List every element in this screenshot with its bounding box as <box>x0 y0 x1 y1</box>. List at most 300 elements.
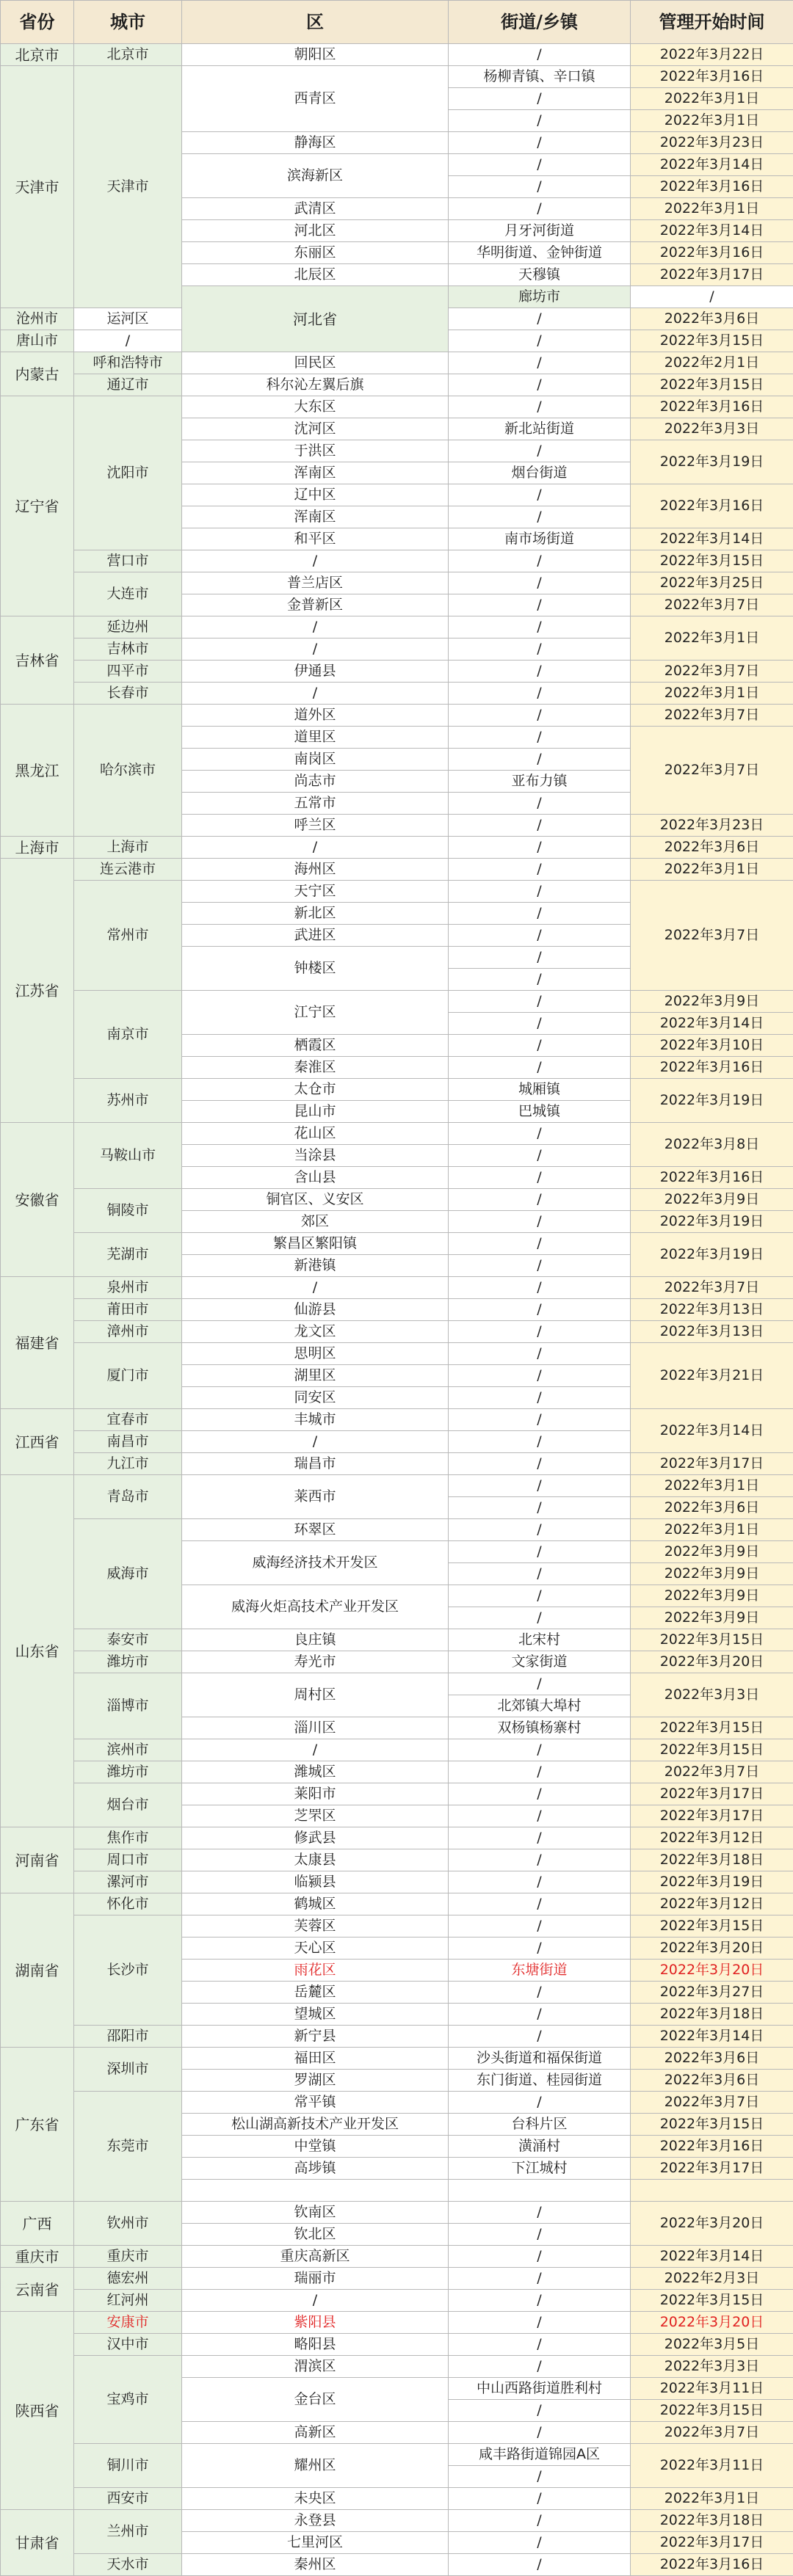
table-cell: 科尔沁左翼后旗 <box>182 374 449 396</box>
table-cell: 天津市 <box>1 66 74 308</box>
table-cell: / <box>449 2422 631 2444</box>
table-cell: / <box>449 1211 631 1233</box>
table-cell: / <box>449 1915 631 1938</box>
table-row <box>1 1651 793 1673</box>
table-cell: 2022年3月23日 <box>631 815 793 837</box>
table-cell: / <box>449 1431 631 1453</box>
table-cell: 繁昌区繁阳镇 <box>182 1233 449 1255</box>
table-cell: 2022年3月8日 <box>631 1123 793 1167</box>
table-cell: 南京市 <box>74 991 182 1079</box>
table-cell: 2022年3月16日 <box>631 176 793 198</box>
table-cell: 西青区 <box>182 66 449 132</box>
table-cell: 道里区 <box>182 727 449 749</box>
table-cell: 2022年3月17日 <box>631 2158 793 2180</box>
table-cell: / <box>449 1938 631 1960</box>
table-cell: 北辰区 <box>182 264 449 286</box>
table-cell: 鹤城区 <box>182 1893 449 1915</box>
table-cell: 高埗镇 <box>182 2158 449 2180</box>
table-cell: 临颍县 <box>182 1871 449 1893</box>
table-cell: / <box>449 1453 631 1475</box>
table-cell: 2022年3月15日 <box>631 2400 793 2422</box>
table-row <box>1 2268 793 2290</box>
table-cell: / <box>449 550 631 572</box>
table-cell: / <box>449 1849 631 1871</box>
table-cell: 2022年3月7日 <box>631 1761 793 1783</box>
table-cell: 杨柳青镇、辛口镇 <box>449 66 631 88</box>
table-cell: 2022年3月16日 <box>631 2554 793 2576</box>
table-cell: 淄川区 <box>182 1717 449 1739</box>
table-cell: 2022年3月6日 <box>631 308 793 330</box>
table-row <box>1 2290 793 2312</box>
table-cell: 红河州 <box>74 2290 182 2312</box>
table-cell: 内蒙古 <box>1 352 74 396</box>
table-cell: 天津市 <box>74 66 182 308</box>
table-cell: 潍坊市 <box>74 1761 182 1783</box>
table-cell: 五常市 <box>182 793 449 815</box>
table-cell: 紫阳县 <box>182 2312 449 2334</box>
table-cell: 2022年3月18日 <box>631 2004 793 2026</box>
table-cell: 四平市 <box>74 661 182 683</box>
table-cell: 2022年3月25日 <box>631 572 793 594</box>
table-cell: / <box>449 1805 631 1827</box>
table-cell: 2022年3月9日 <box>631 1541 793 1563</box>
table-cell: 常州市 <box>74 881 182 991</box>
table-cell: 西安市 <box>74 2488 182 2510</box>
table-cell: 2022年3月7日 <box>631 727 793 815</box>
table-cell: 2022年3月14日 <box>631 2026 793 2048</box>
table-cell: 滨海新区 <box>182 154 449 198</box>
table-cell: / <box>449 2026 631 2048</box>
table-cell: 南岗区 <box>182 749 449 771</box>
table-cell: 华明街道、金钟街道 <box>449 242 631 264</box>
table-row <box>1 1299 793 1321</box>
table-cell: 德宏州 <box>74 2268 182 2290</box>
table-cell: 东塘街道 <box>449 1960 631 1982</box>
table-cell: 南市场街道 <box>449 528 631 550</box>
table-cell: 2022年3月1日 <box>631 616 793 661</box>
table-cell: / <box>449 1233 631 1255</box>
table-cell: 铜川市 <box>74 2444 182 2488</box>
table-cell: 天穆镇 <box>449 264 631 286</box>
table-row <box>1 1673 793 1695</box>
table-cell: 2022年3月17日 <box>631 1783 793 1805</box>
table-cell: / <box>449 683 631 705</box>
table-cell: 吉林省 <box>1 616 74 705</box>
table-cell: / <box>449 2510 631 2532</box>
table-row <box>1 1321 793 1343</box>
table-cell: 2022年3月12日 <box>631 1827 793 1849</box>
table-cell: 同安区 <box>182 1387 449 1409</box>
table-cell: 2022年3月22日 <box>631 44 793 66</box>
table-row <box>1 2092 793 2114</box>
table-cell: / <box>449 2224 631 2246</box>
table-cell: 咸丰路街道锦园A区 <box>449 2444 631 2466</box>
table-cell: / <box>449 176 631 198</box>
table-cell: / <box>449 154 631 176</box>
table-cell: 广西 <box>1 2202 74 2246</box>
table-cell: / <box>449 374 631 396</box>
table-row <box>1 881 793 903</box>
table-cell: / <box>449 1277 631 1299</box>
table-cell: 湖里区 <box>182 1365 449 1387</box>
table-cell: 静海区 <box>182 132 449 154</box>
table-cell: 2022年3月1日 <box>631 110 793 132</box>
table-cell: 2022年3月6日 <box>631 2048 793 2070</box>
table-cell: 2022年3月6日 <box>631 1497 793 1519</box>
table-cell: / <box>449 110 631 132</box>
table-cell: 2022年3月15日 <box>631 374 793 396</box>
table-cell: 仙游县 <box>182 1299 449 1321</box>
table-cell: 新北站街道 <box>449 418 631 440</box>
table-cell: 延边州 <box>74 616 182 638</box>
table-row <box>1 1079 793 1101</box>
table-cell: 金普新区 <box>182 594 449 616</box>
table-cell: 秦州区 <box>182 2554 449 2576</box>
table-cell: 2022年3月6日 <box>631 837 793 859</box>
table-cell: / <box>449 2246 631 2268</box>
table-cell: / <box>449 1519 631 1541</box>
table-cell: / <box>449 1982 631 2004</box>
table-cell: 青岛市 <box>74 1475 182 1519</box>
table-cell: / <box>449 925 631 947</box>
table-cell: 怀化市 <box>74 1893 182 1915</box>
table-cell: 中山西路街道胜利村 <box>449 2378 631 2400</box>
table-cell: 2022年3月1日 <box>631 88 793 110</box>
table-cell: 芜湖市 <box>74 1233 182 1277</box>
table-cell: 2022年2月3日 <box>631 2268 793 2290</box>
table-cell: 天水市 <box>74 2554 182 2576</box>
table-cell: / <box>449 132 631 154</box>
table-cell: 唐山市 <box>1 330 74 352</box>
table-cell: 2022年3月1日 <box>631 683 793 705</box>
table-row <box>1 1761 793 1783</box>
table-cell: 威海火炬高技术产业开发区 <box>182 1585 449 1629</box>
table-cell: / <box>449 969 631 991</box>
table-cell: / <box>449 2334 631 2356</box>
table-cell: / <box>449 2356 631 2378</box>
table-cell: 威海市 <box>74 1519 182 1629</box>
table-row <box>1 1849 793 1871</box>
table-cell: 邵阳市 <box>74 2026 182 2048</box>
table-row <box>1 2444 793 2466</box>
table-row <box>1 2334 793 2356</box>
table-cell: / <box>449 616 631 638</box>
table-cell: / <box>449 484 631 506</box>
table-cell: 2022年3月16日 <box>631 396 793 418</box>
table-cell: 2022年3月17日 <box>631 1453 793 1475</box>
table-cell: 江西省 <box>1 1409 74 1475</box>
table-cell: / <box>449 396 631 418</box>
table-cell: 黑龙江 <box>1 705 74 837</box>
table-cell: 上海市 <box>1 837 74 859</box>
header-street-town: 街道/乡镇 <box>449 1 631 44</box>
table-cell: 呼兰区 <box>182 815 449 837</box>
table-cell: 修武县 <box>182 1827 449 1849</box>
table-row <box>1 572 793 594</box>
table-cell: / <box>449 1673 631 1695</box>
table-cell: 通辽市 <box>74 374 182 396</box>
table-cell: 当涂县 <box>182 1145 449 1167</box>
table-cell: / <box>449 1585 631 1607</box>
table-cell: / <box>182 638 449 661</box>
table-cell: 亚布力镇 <box>449 771 631 793</box>
table-cell: 武清区 <box>182 198 449 220</box>
table-cell: / <box>449 1871 631 1893</box>
table-cell: 昆山市 <box>182 1101 449 1123</box>
table-cell <box>631 2180 793 2202</box>
table-cell: / <box>449 859 631 881</box>
table-cell: / <box>449 1167 631 1189</box>
table-cell: 九江市 <box>74 1453 182 1475</box>
table-row <box>1 396 793 418</box>
table-cell: 2022年3月10日 <box>631 1035 793 1057</box>
table-cell: / <box>182 837 449 859</box>
table-row <box>1 1475 793 1497</box>
table-cell: 莆田市 <box>74 1299 182 1321</box>
table-cell: 北宋村 <box>449 1629 631 1651</box>
table-cell: 2022年3月7日 <box>631 1277 793 1299</box>
table-cell: 东丽区 <box>182 242 449 264</box>
table-cell: 2022年3月15日 <box>631 1629 793 1651</box>
table-cell: / <box>449 1035 631 1057</box>
table-cell: 太康县 <box>182 1849 449 1871</box>
table-cell: 莱西市 <box>182 1475 449 1519</box>
table-cell: 新宁县 <box>182 2026 449 2048</box>
header-start-date: 管理开始时间 <box>631 1 793 44</box>
table-cell: 2022年3月14日 <box>631 528 793 550</box>
table-cell: / <box>449 1563 631 1585</box>
table-cell: 2022年3月1日 <box>631 1475 793 1497</box>
table-cell: 2022年3月17日 <box>631 264 793 286</box>
table-cell: 威海经济技术开发区 <box>182 1541 449 1585</box>
table-cell: 于洪区 <box>182 440 449 462</box>
table-cell: 瑞昌市 <box>182 1453 449 1475</box>
table-cell: 2022年3月20日 <box>631 2202 793 2246</box>
table-cell: 2022年3月18日 <box>631 2510 793 2532</box>
table-cell: 沈河区 <box>182 418 449 440</box>
table-cell: / <box>449 2488 631 2510</box>
table-cell: 烟台街道 <box>449 462 631 484</box>
table-cell: 含山县 <box>182 1167 449 1189</box>
table-cell: / <box>182 1431 449 1453</box>
table-cell: 2022年3月14日 <box>631 2246 793 2268</box>
table-cell: 重庆高新区 <box>182 2246 449 2268</box>
table-cell: 2022年3月19日 <box>631 1233 793 1277</box>
table-cell: 新北区 <box>182 903 449 925</box>
table-cell: 罗湖区 <box>182 2070 449 2092</box>
table-cell: 运河区 <box>74 308 182 330</box>
table-cell: / <box>449 881 631 903</box>
table-cell: 2022年3月12日 <box>631 1893 793 1915</box>
table-cell: 吉林市 <box>74 638 182 661</box>
table-cell: / <box>449 705 631 727</box>
table-cell <box>182 2180 449 2202</box>
table-cell: 宜春市 <box>74 1409 182 1431</box>
table-row <box>1 1233 793 1255</box>
table-row <box>1 1277 793 1299</box>
table-row <box>1 1783 793 1805</box>
table-cell: 潍坊市 <box>74 1651 182 1673</box>
table-cell: 哈尔滨市 <box>74 705 182 837</box>
table-row <box>1 1915 793 1938</box>
table-cell: 花山区 <box>182 1123 449 1145</box>
table-cell: 2022年3月16日 <box>631 242 793 264</box>
table-cell: 河北省 <box>182 286 449 352</box>
table-row <box>1 2312 793 2334</box>
table-cell: 城厢镇 <box>449 1079 631 1101</box>
table-cell: / <box>449 1145 631 1167</box>
table-row <box>1 66 793 88</box>
table-cell: 东莞市 <box>74 2092 182 2202</box>
table-cell: 山东省 <box>1 1475 74 1827</box>
table-cell: 略阳县 <box>182 2334 449 2356</box>
table-cell: / <box>449 594 631 616</box>
table-row <box>1 991 793 1013</box>
table-cell: 马鞍山市 <box>74 1123 182 1189</box>
table-row <box>1 1827 793 1849</box>
table-cell: 双杨镇杨寨村 <box>449 1717 631 1739</box>
table-cell: 2022年3月16日 <box>631 66 793 88</box>
table-cell: 2022年3月15日 <box>631 1717 793 1739</box>
table-cell: / <box>449 947 631 969</box>
table-cell: / <box>449 2290 631 2312</box>
table-cell: 辽宁省 <box>1 396 74 616</box>
table-row <box>1 352 793 374</box>
table-cell: 沈阳市 <box>74 396 182 550</box>
header-row <box>1 1 793 44</box>
table-cell: 2022年3月16日 <box>631 2136 793 2158</box>
table-cell: 2022年3月20日 <box>631 2312 793 2334</box>
table-cell: 北郊镇大埠村 <box>449 1695 631 1717</box>
table-cell: 2022年3月9日 <box>631 1563 793 1585</box>
table-cell: 宝鸡市 <box>74 2356 182 2444</box>
table-cell: / <box>449 1783 631 1805</box>
table-cell: 2022年3月16日 <box>631 1057 793 1079</box>
table-cell: / <box>449 1607 631 1629</box>
table-cell: 潢涌村 <box>449 2136 631 2158</box>
table-row <box>1 859 793 881</box>
table-cell: 2022年3月14日 <box>631 1409 793 1453</box>
table-cell: / <box>449 661 631 683</box>
table-cell: 思明区 <box>182 1343 449 1365</box>
table-cell: 2022年3月14日 <box>631 154 793 176</box>
table-cell: 河北区 <box>182 220 449 242</box>
table-cell: 2022年3月7日 <box>631 881 793 991</box>
table-row <box>1 1871 793 1893</box>
table-cell: 月牙河街道 <box>449 220 631 242</box>
table-cell: 望城区 <box>182 2004 449 2026</box>
table-cell: 郊区 <box>182 1211 449 1233</box>
table-cell: / <box>182 1277 449 1299</box>
table-cell <box>449 2180 631 2202</box>
table-cell: / <box>182 683 449 705</box>
table-cell: 云南省 <box>1 2268 74 2312</box>
table-cell: 2022年3月20日 <box>631 1651 793 1673</box>
table-cell: 2022年3月20日 <box>631 1960 793 1982</box>
table-cell: 兰州市 <box>74 2510 182 2554</box>
table-cell: 大连市 <box>74 572 182 616</box>
table-cell: 2022年3月15日 <box>631 550 793 572</box>
table-cell: 2022年3月15日 <box>631 330 793 352</box>
table-cell: 上海市 <box>74 837 182 859</box>
table-cell: 文家街道 <box>449 1651 631 1673</box>
table-cell: 2022年3月3日 <box>631 418 793 440</box>
table-cell: 芙蓉区 <box>182 1915 449 1938</box>
table-cell: 2022年3月21日 <box>631 1343 793 1409</box>
table-cell: 龙文区 <box>182 1321 449 1343</box>
table-cell: 安康市 <box>74 2312 182 2334</box>
table-cell: 泉州市 <box>74 1277 182 1299</box>
table-row <box>1 2246 793 2268</box>
table-cell: / <box>182 2290 449 2312</box>
table-cell: 2022年3月3日 <box>631 1673 793 1717</box>
table-cell: / <box>449 198 631 220</box>
table-cell: 普兰店区 <box>182 572 449 594</box>
table-cell: 2022年3月17日 <box>631 1805 793 1827</box>
table-header <box>1 1 793 44</box>
table-cell: 渭滨区 <box>182 2356 449 2378</box>
table-cell: / <box>449 1343 631 1365</box>
table-cell: 2022年3月18日 <box>631 1849 793 1871</box>
table-cell: / <box>449 1497 631 1519</box>
table-row <box>1 1629 793 1651</box>
table-cell: / <box>449 749 631 771</box>
table-cell: / <box>449 44 631 66</box>
table-cell: / <box>449 1299 631 1321</box>
table-cell: 高新区 <box>182 2422 449 2444</box>
table-cell: 海州区 <box>182 859 449 881</box>
table-cell: 寿光市 <box>182 1651 449 1673</box>
table-cell: 2022年3月11日 <box>631 2378 793 2400</box>
table-row <box>1 44 793 66</box>
table-cell: / <box>449 1827 631 1849</box>
table-cell: 钦南区 <box>182 2202 449 2224</box>
table-cell: 烟台市 <box>74 1783 182 1827</box>
table-cell: 江苏省 <box>1 859 74 1123</box>
table-cell: / <box>449 1189 631 1211</box>
table-cell: / <box>449 991 631 1013</box>
table-cell: / <box>182 550 449 572</box>
header-district: 区 <box>182 1 449 44</box>
table-row <box>1 1519 793 1541</box>
table-cell: 漳州市 <box>74 1321 182 1343</box>
table-cell: 2022年3月15日 <box>631 2290 793 2312</box>
table-cell: 钦州市 <box>74 2202 182 2246</box>
table-cell: 巴城镇 <box>449 1101 631 1123</box>
table-cell: 河南省 <box>1 1827 74 1893</box>
table-row <box>1 705 793 727</box>
table-cell: 汉中市 <box>74 2334 182 2356</box>
table-cell: 周口市 <box>74 1849 182 1871</box>
table-cell: 铜官区、义安区 <box>182 1189 449 1211</box>
table-cell: 滨州市 <box>74 1739 182 1761</box>
table-cell: / <box>449 1255 631 1277</box>
table-cell: 东门街道、桂园街道 <box>449 2070 631 2092</box>
table-cell: 2022年3月1日 <box>631 198 793 220</box>
table-cell: 2022年3月5日 <box>631 2334 793 2356</box>
table-cell: 泰安市 <box>74 1629 182 1651</box>
table-cell: / <box>449 1123 631 1145</box>
table-cell: 环翠区 <box>182 1519 449 1541</box>
table-cell: 沙头街道和福保街道 <box>449 2048 631 2070</box>
table-cell: 呼和浩特市 <box>74 352 182 374</box>
table-cell: / <box>449 2268 631 2290</box>
table-cell: 2022年3月7日 <box>631 594 793 616</box>
table-cell: / <box>449 506 631 528</box>
table-cell: 2022年3月7日 <box>631 705 793 727</box>
table-cell: 2022年3月13日 <box>631 1321 793 1343</box>
table-cell: 朝阳区 <box>182 44 449 66</box>
